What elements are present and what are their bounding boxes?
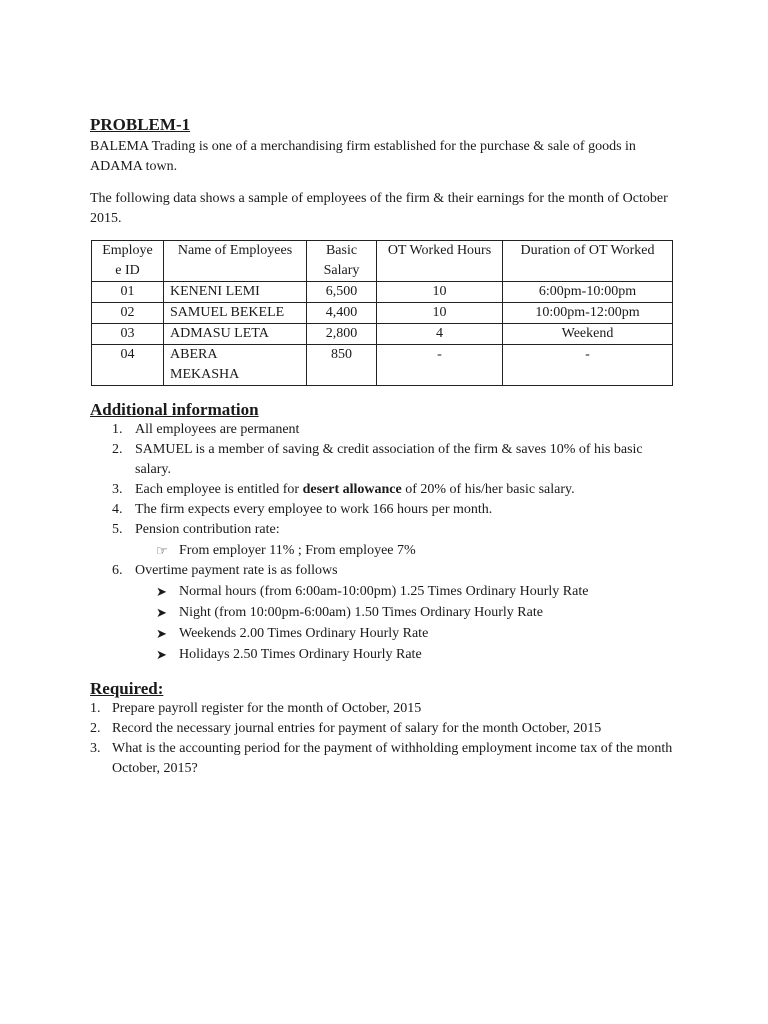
list-text: What is the accounting period for the payment of withholding employment income tax of the month October, 2015? <box>112 741 673 776</box>
required-list <box>90 699 680 779</box>
header-salary-line1: Basic <box>325 243 358 258</box>
cell-duration: Weekend <box>503 324 673 345</box>
overtime-sub-text: Holidays 2.50 Times Ordinary Hourly Rate <box>179 647 422 662</box>
intro-paragraph: BALEMA Trading is one of a merchandising firm established for the purchase & sale of goods in ADAMA town. <box>90 139 636 174</box>
list-number: 3. <box>112 482 123 497</box>
list-number: 2. <box>112 442 123 457</box>
cell-name <box>164 345 307 386</box>
header-basic-salary <box>307 241 377 282</box>
list-item <box>90 699 680 719</box>
employee-table <box>91 240 673 386</box>
cell-name: ADMASU LETA <box>164 324 307 345</box>
cell-duration: 10:00pm-12:00pm <box>503 303 673 324</box>
cell-id: 02 <box>92 303 164 324</box>
overtime-sub-item <box>90 624 680 644</box>
desert-allowance-term: desert allowance <box>302 482 402 497</box>
cell-ot-hours: 10 <box>377 282 503 303</box>
list-item <box>90 440 680 480</box>
header-id-line2: e ID <box>115 263 140 278</box>
list-number: 5. <box>112 522 123 537</box>
list-text: Pension contribution rate: <box>135 522 280 537</box>
cell-name-line1: ABERA <box>170 347 218 362</box>
list-number: 4. <box>112 502 123 517</box>
list-item <box>90 561 680 581</box>
list-text: All employees are permanent <box>135 422 300 437</box>
cell-ot-hours: - <box>377 345 503 386</box>
header-id-line1: Employe <box>102 243 153 258</box>
header-ot-hours: OT Worked Hours <box>377 241 503 282</box>
overtime-sub-item <box>90 582 680 602</box>
data-intro-paragraph: The following data shows a sample of employees of the firm & their earnings for the month of October 2015. <box>90 191 668 226</box>
cell-salary: 2,800 <box>307 324 377 345</box>
cell-duration: 6:00pm-10:00pm <box>503 282 673 303</box>
header-ot-duration: Duration of OT Worked <box>503 241 673 282</box>
list-number: 6. <box>112 563 123 578</box>
pension-sub-text: From employer 11% ; From employee 7% <box>179 543 416 558</box>
cell-id: 01 <box>92 282 164 303</box>
list-item <box>90 480 680 500</box>
arrowhead-bullet-icon: ➤ <box>156 647 167 662</box>
cell-ot-hours: 10 <box>377 303 503 324</box>
cell-salary: 850 <box>307 345 377 386</box>
arrowhead-bullet-icon: ➤ <box>156 626 167 641</box>
table-header-row <box>92 241 673 282</box>
pension-sub-item <box>90 541 680 561</box>
list-item <box>90 500 680 520</box>
cell-name: KENENI LEMI <box>164 282 307 303</box>
problem-title: PROBLEM-1 <box>90 115 191 134</box>
cell-name-line2: MEKASHA <box>170 367 240 382</box>
additional-info-title: Additional information <box>90 400 259 419</box>
table-row <box>92 324 673 345</box>
list-number: 1. <box>90 701 101 716</box>
overtime-sub-text: Normal hours (from 6:00am-10:00pm) 1.25 Times Ordinary Hourly Rate <box>179 584 589 599</box>
list-item <box>90 739 680 779</box>
arrowhead-bullet-icon: ➤ <box>156 584 167 599</box>
document-page <box>90 115 680 779</box>
list-number: 2. <box>90 721 101 736</box>
list-number: 3. <box>90 741 101 756</box>
cell-name: SAMUEL BEKELE <box>164 303 307 324</box>
list-text: The firm expects every employee to work 166 hours per month. <box>135 502 493 517</box>
list-text: Overtime payment rate is as follows <box>135 563 338 578</box>
overtime-sub-text: Weekends 2.00 Times Ordinary Hourly Rate <box>179 626 429 641</box>
arrowhead-bullet-icon: ➤ <box>156 605 167 620</box>
pointing-hand-icon: ☞ <box>156 543 168 558</box>
list-text-pre: Each employee is entitled for <box>135 482 303 497</box>
additional-info-list-continued <box>90 561 680 581</box>
table-row <box>92 345 673 386</box>
list-item <box>90 420 680 440</box>
required-title: Required: <box>90 679 164 698</box>
header-salary-line2: Salary <box>323 263 360 278</box>
list-item <box>90 520 680 540</box>
header-employee-id <box>92 241 164 282</box>
table-row <box>92 303 673 324</box>
cell-duration: - <box>503 345 673 386</box>
list-text: Record the necessary journal entries for payment of salary for the month October, 2015 <box>112 721 602 736</box>
list-text: SAMUEL is a member of saving & credit association of the firm & saves 10% of his basic salary. <box>135 442 643 477</box>
cell-id: 04 <box>92 345 164 386</box>
overtime-sub-text: Night (from 10:00pm-6:00am) 1.50 Times Ordinary Hourly Rate <box>179 605 543 620</box>
list-item <box>90 719 680 739</box>
list-text: Prepare payroll register for the month of October, 2015 <box>112 701 422 716</box>
header-employee-name: Name of Employees <box>164 241 307 282</box>
table-row <box>92 282 673 303</box>
overtime-sub-item <box>90 645 680 665</box>
list-number: 1. <box>112 422 123 437</box>
cell-ot-hours: 4 <box>377 324 503 345</box>
overtime-sub-item <box>90 603 680 623</box>
cell-id: 03 <box>92 324 164 345</box>
cell-salary: 6,500 <box>307 282 377 303</box>
cell-salary: 4,400 <box>307 303 377 324</box>
additional-info-list <box>90 420 680 540</box>
list-text-post: of 20% of his/her basic salary. <box>401 482 575 497</box>
